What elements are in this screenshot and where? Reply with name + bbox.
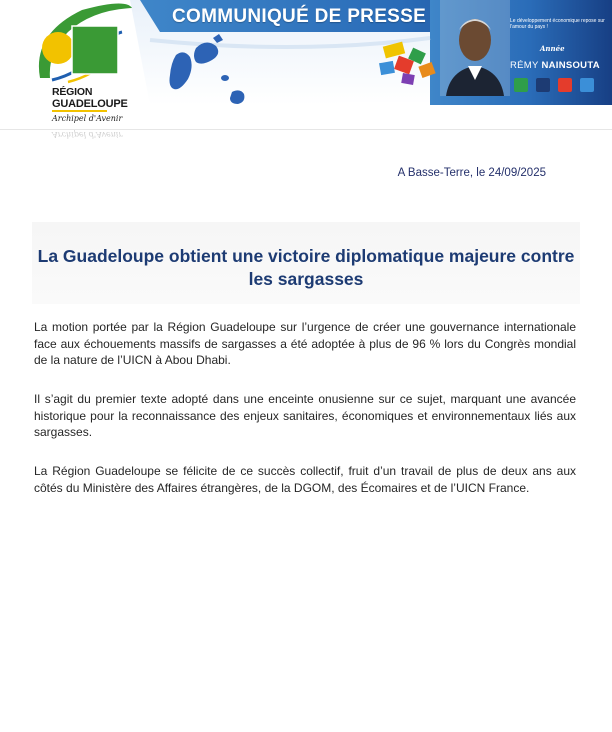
dateline: A Basse-Terre, le 24/09/2025 — [397, 167, 546, 179]
person-last-name: NAINSOUTA — [541, 60, 600, 71]
person-name — [510, 60, 600, 71]
paragraph-1: La motion portée par la Région Guadeloupe sur l’urgence de créer une gouvernance internationale face aux échouements massifs de sargasses a été adoptée à plus de 96 % lors du Congrès mondial de la nature de l’UICN à Abou Dhabi. — [34, 320, 576, 367]
slogan-text: Le développement économique repose sur l'amour du pays ! — [510, 18, 605, 30]
press-release-header — [0, 0, 612, 139]
logo-tagline: Archipel d'Avenir — [52, 114, 123, 123]
logo-text-guadeloupe: GUADELOUPE — [52, 98, 128, 110]
paragraph-3: La Région Guadeloupe se félicite de ce succès collectif, fruit d’un travail de plus de deux ans aux côtés du Ministère des Affaires étrangères, de la DGOM, des Écomaires et de l’UICN France. — [34, 464, 576, 495]
person-first-name: RÉMY — [510, 60, 539, 71]
header-divider — [0, 129, 612, 130]
region-guadeloupe-logo — [22, 4, 134, 144]
portrait-icon — [440, 0, 510, 96]
paragraph-2: Il s’agit du premier texte adopté dans une enceinte onusienne sur ce sujet, marquant une avancée historique pour la reconnaissance des enjeux sanitaires, économiques et environnementaux liés aux sargasses. — [34, 392, 576, 439]
region-logo-icon — [22, 4, 134, 84]
logo-text-region: RÉGION — [52, 86, 93, 98]
headline: La Guadeloupe obtient une victoire diplomatique majeure contre les sargasses — [37, 246, 575, 289]
banner-title: COMMUNIQUÉ DE PRESSE — [172, 6, 427, 27]
logo-tagline-reflection: Archipel d'Avenir — [52, 130, 123, 139]
logo-underline — [52, 110, 107, 112]
annee-label: Année — [540, 44, 565, 53]
